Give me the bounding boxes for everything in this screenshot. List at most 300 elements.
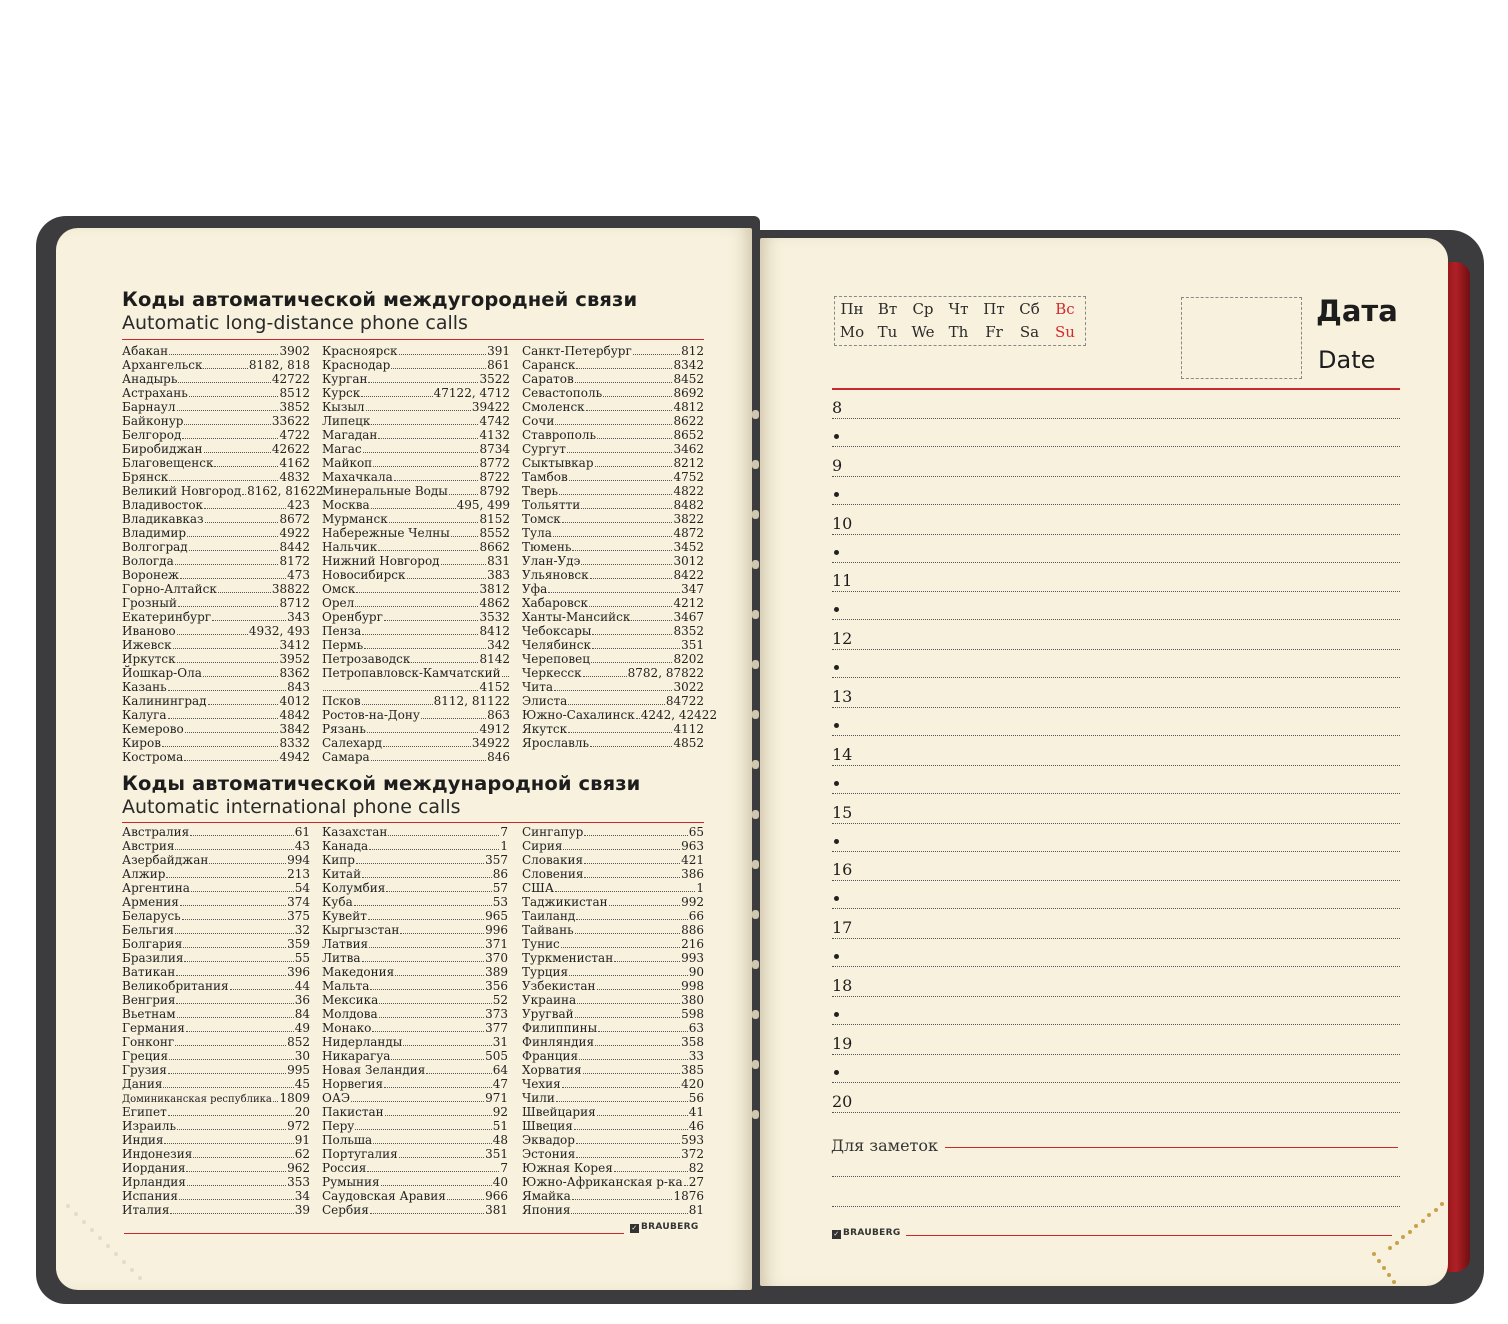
- phone-code: 4832: [279, 470, 310, 484]
- code-entry: [522, 909, 704, 923]
- weekday-ru[interactable]: Пт: [983, 300, 1005, 318]
- schedule-line[interactable]: [832, 966, 1400, 967]
- city-name: Псков: [322, 694, 361, 708]
- code-entry: [122, 568, 310, 582]
- code-entry: [122, 358, 310, 372]
- schedule-line[interactable]: [832, 562, 1400, 563]
- city-name: Индия: [122, 1133, 164, 1147]
- city-name: Магадан: [322, 428, 378, 442]
- code-entry: [322, 965, 508, 979]
- weekday-en[interactable]: Sa: [1019, 323, 1040, 341]
- city-name: Оренбург: [322, 610, 383, 624]
- dot-leader: [191, 891, 294, 892]
- schedule-line[interactable]: [832, 938, 1400, 939]
- phone-code: 4012: [279, 694, 310, 708]
- code-entry: [322, 1203, 508, 1217]
- phone-code: 39422: [471, 400, 510, 414]
- phone-code: 3522: [479, 372, 510, 386]
- phone-code: 965: [485, 909, 508, 923]
- dot-leader: [362, 704, 433, 705]
- city-name: Сербия: [322, 1203, 369, 1217]
- dot-leader: [178, 606, 279, 607]
- city-name: Сургут: [522, 442, 566, 456]
- code-entry: [522, 596, 704, 610]
- dot-leader: [184, 760, 278, 761]
- code-entry: [322, 708, 510, 722]
- phone-code: 8362: [279, 666, 310, 680]
- dot-leader: [354, 905, 492, 906]
- code-entry: [322, 993, 508, 1007]
- dot-leader: [577, 1003, 680, 1004]
- code-entry: [322, 923, 508, 937]
- dot-leader: [163, 1087, 293, 1088]
- binding-stitch: [752, 510, 759, 519]
- city-name: Словения: [522, 867, 584, 881]
- decorative-dot: [1372, 1252, 1376, 1256]
- code-entry: [122, 993, 310, 1007]
- schedule-line[interactable]: [832, 619, 1400, 620]
- phone-code: 8792: [479, 484, 510, 498]
- city-name: Италия: [122, 1203, 170, 1217]
- phone-code: 3842: [279, 722, 310, 736]
- code-entry: [122, 638, 310, 652]
- code-entry: [322, 1077, 508, 1091]
- code-entry: [122, 895, 310, 909]
- decorative-dot: [1434, 1208, 1438, 1212]
- phone-code: 371: [485, 937, 508, 951]
- city-name: Саранск: [522, 358, 576, 372]
- dot-leader: [186, 1171, 286, 1172]
- phone-code: 1: [500, 839, 508, 853]
- city-name: Калуга: [122, 708, 167, 722]
- hour-label: 15: [832, 802, 853, 822]
- city-name: Египет: [122, 1105, 167, 1119]
- hour-label: 14: [832, 744, 853, 764]
- phone-code: 852: [287, 1035, 310, 1049]
- code-entry: [122, 498, 310, 512]
- dot-leader: [370, 989, 484, 990]
- code-entry: [322, 1119, 508, 1133]
- decorative-dot: [1401, 1235, 1405, 1239]
- code-entry: [122, 652, 310, 666]
- notes-line[interactable]: [832, 1206, 1400, 1207]
- code-entry: [522, 582, 704, 596]
- schedule-line[interactable]: [832, 851, 1400, 852]
- phone-code: 962: [287, 1161, 310, 1175]
- dot-leader: [400, 933, 484, 934]
- dot-leader: [177, 1129, 286, 1130]
- phone-code: 4722: [279, 428, 310, 442]
- code-entry: [122, 400, 310, 414]
- phone-code: 389: [485, 965, 508, 979]
- dot-leader: [590, 578, 673, 579]
- code-entry: [322, 736, 510, 750]
- schedule-line[interactable]: [832, 446, 1400, 447]
- dot-leader: [373, 466, 478, 467]
- phone-code: 42722: [271, 372, 310, 386]
- decorative-dot: [1427, 1213, 1431, 1217]
- schedule-line[interactable]: [832, 765, 1400, 766]
- phone-code: 505: [485, 1049, 508, 1063]
- code-entry: [322, 428, 510, 442]
- city-name: Норвегия: [322, 1077, 384, 1091]
- weekday-en[interactable]: Mo: [839, 323, 865, 341]
- dot-leader: [575, 1017, 680, 1018]
- dot-leader: [684, 1185, 688, 1186]
- phone-code: 92: [492, 1105, 508, 1119]
- city-name: Тула: [522, 526, 552, 540]
- dot-leader: [184, 961, 293, 962]
- dot-leader: [164, 1143, 293, 1144]
- code-entry: [522, 372, 704, 386]
- code-entry: [522, 951, 704, 965]
- city-name: Япония: [522, 1203, 571, 1217]
- dot-leader: [369, 947, 484, 948]
- city-name: Санкт-Петербург: [522, 344, 632, 358]
- code-entry: [522, 456, 704, 470]
- dot-leader: [371, 508, 456, 509]
- phone-code: 3812: [479, 582, 510, 596]
- weekday-en[interactable]: We: [911, 323, 935, 341]
- city-name: Абакан: [122, 344, 169, 358]
- city-name: Россия: [322, 1161, 367, 1175]
- schedule-line[interactable]: [832, 1024, 1400, 1025]
- dot-leader: [178, 382, 270, 383]
- code-entry: [122, 909, 310, 923]
- city-name: Колумбия: [322, 881, 386, 895]
- dot-leader: [162, 746, 279, 747]
- phone-code: 347: [681, 582, 704, 596]
- city-name: Ярославль: [522, 736, 590, 750]
- code-entry: [322, 512, 510, 526]
- city-name: Вьетнам: [122, 1007, 176, 1021]
- dot-leader: [209, 863, 286, 864]
- code-entry: [522, 554, 704, 568]
- code-entry: [522, 540, 704, 554]
- city-name: Доминиканская республика: [122, 1094, 272, 1105]
- city-name: Майкоп: [322, 456, 373, 470]
- phone-code: 216: [681, 937, 704, 951]
- city-name: Сочи: [522, 414, 555, 428]
- dot-leader: [169, 1059, 294, 1060]
- code-entry: [322, 400, 510, 414]
- dot-leader: [351, 1101, 484, 1102]
- phone-code: 1876: [673, 1189, 704, 1203]
- city-name: ОАЭ: [322, 1091, 351, 1105]
- dot-leader: [451, 536, 479, 537]
- code-entry: [522, 386, 704, 400]
- code-entry: [122, 582, 310, 596]
- code-entry: [322, 554, 510, 568]
- code-entry: [122, 554, 310, 568]
- phone-code: 51: [492, 1119, 508, 1133]
- schedule-line[interactable]: [832, 707, 1400, 708]
- schedule-line[interactable]: [832, 735, 1400, 736]
- city-name: Молдова: [322, 1007, 378, 1021]
- code-entry: [122, 1161, 310, 1175]
- dot-leader: [204, 508, 286, 509]
- phone-code: 56: [688, 1091, 704, 1105]
- phone-code: 4912: [479, 722, 510, 736]
- dot-leader: [193, 1157, 293, 1158]
- schedule-line[interactable]: [832, 504, 1400, 505]
- weekday-en[interactable]: Su: [1055, 323, 1075, 341]
- city-name: Курган: [322, 372, 368, 386]
- dot-leader: [366, 410, 471, 411]
- dot-leader: [379, 1003, 491, 1004]
- phone-code: 8332: [279, 736, 310, 750]
- code-entry: [122, 708, 310, 722]
- phone-code: 7: [500, 1161, 508, 1175]
- weekday-en[interactable]: Fr: [985, 323, 1003, 341]
- dot-leader: [583, 676, 627, 677]
- city-name: Черкесск: [522, 666, 582, 680]
- phone-code: 993: [681, 951, 704, 965]
- city-name: Испания: [122, 1189, 178, 1203]
- binding-stitch: [752, 410, 759, 419]
- schedule-line[interactable]: [832, 534, 1400, 535]
- city-name: Ижевск: [122, 638, 172, 652]
- schedule-line[interactable]: [832, 880, 1400, 881]
- phone-code: 356: [485, 979, 508, 993]
- dot-leader: [590, 746, 672, 747]
- dot-leader: [166, 877, 286, 878]
- dot-leader: [441, 564, 487, 565]
- dot-leader: [373, 1143, 492, 1144]
- code-entry: [322, 1091, 508, 1105]
- phone-code: 46: [688, 1119, 704, 1133]
- city-name: Дания: [122, 1077, 163, 1091]
- schedule-line[interactable]: [832, 793, 1400, 794]
- dot-leader: [368, 919, 484, 920]
- code-entry: [522, 666, 704, 680]
- weekday-ru[interactable]: Ср: [912, 300, 934, 318]
- domestic-codes-subtitle: Automatic long-distance phone calls: [122, 312, 468, 334]
- phone-code: 40: [492, 1175, 508, 1189]
- code-entry: [322, 694, 510, 708]
- phone-code: 4212: [673, 596, 704, 610]
- binding-stitch: [752, 760, 759, 769]
- code-entry: [522, 736, 704, 750]
- dot-leader: [355, 606, 478, 607]
- schedule-line[interactable]: [832, 996, 1400, 997]
- phone-code: 4742: [479, 414, 510, 428]
- codes-column: [522, 825, 704, 1217]
- phone-code: 1809: [279, 1091, 310, 1105]
- city-name: Ставрополь: [522, 428, 597, 442]
- city-name: Благовещенск: [122, 456, 214, 470]
- schedule-line[interactable]: [832, 908, 1400, 909]
- date-entry-box[interactable]: [1181, 297, 1302, 379]
- phone-code: 3532: [479, 610, 510, 624]
- city-name: Швеция: [522, 1119, 573, 1133]
- city-name: Волгоград: [122, 540, 188, 554]
- decorative-dot: [98, 1236, 102, 1240]
- code-entry: [122, 428, 310, 442]
- city-name: Магас: [322, 442, 362, 456]
- dot-leader: [568, 732, 672, 733]
- dot-leader: [385, 1115, 492, 1116]
- phone-code: 8142: [479, 652, 510, 666]
- code-entry: [522, 400, 704, 414]
- dot-leader: [559, 494, 672, 495]
- code-entry: [522, 428, 704, 442]
- city-name: Киров: [122, 736, 161, 750]
- phone-code: 966: [485, 1189, 508, 1203]
- city-name: Македония: [322, 965, 395, 979]
- decorative-dot: [1395, 1241, 1399, 1245]
- weekday-ru[interactable]: Вс: [1055, 300, 1075, 318]
- schedule-line[interactable]: [832, 1082, 1400, 1083]
- city-name: Южно-Сахалинск: [522, 708, 635, 722]
- code-entry: [122, 1007, 310, 1021]
- city-name: Чебоксары: [522, 624, 592, 638]
- phone-code: 8112, 81122: [433, 694, 510, 708]
- city-name: Салехард: [322, 736, 383, 750]
- city-name: Кемерово: [122, 722, 184, 736]
- code-entry: [322, 470, 510, 484]
- code-entry: [322, 1063, 508, 1077]
- header-red-rule: [832, 388, 1400, 390]
- dot-leader: [361, 396, 432, 397]
- codes-column: [322, 825, 508, 1217]
- decorative-dot: [122, 1260, 126, 1264]
- weekday-ru[interactable]: Вт: [877, 300, 898, 318]
- city-name: Армения: [122, 895, 179, 909]
- code-entry: [122, 881, 310, 895]
- city-name: Чили: [522, 1091, 555, 1105]
- dot-leader: [389, 522, 479, 523]
- dot-leader: [177, 662, 279, 663]
- dot-leader: [175, 849, 293, 850]
- code-entry: [322, 484, 510, 498]
- schedule-line[interactable]: [832, 823, 1400, 824]
- code-entry: [322, 568, 510, 582]
- code-entry: [322, 666, 510, 680]
- notes-label: Для заметок: [831, 1136, 939, 1155]
- code-entry: [322, 540, 510, 554]
- decorative-dot: [1387, 1273, 1391, 1277]
- phone-code: 342: [487, 638, 510, 652]
- binding-stitch: [752, 810, 759, 819]
- phone-code: 8692: [673, 386, 704, 400]
- phone-code: 370: [485, 951, 508, 965]
- code-entry: [522, 923, 704, 937]
- phone-code: 86: [492, 867, 508, 881]
- code-entry: [522, 1189, 704, 1203]
- city-name: Горно-Алтайск: [122, 582, 217, 596]
- weekday-ru[interactable]: Чт: [948, 300, 969, 318]
- code-entry: [522, 1133, 704, 1147]
- dot-leader: [568, 704, 664, 705]
- schedule-line[interactable]: [832, 1054, 1400, 1055]
- code-entry: [522, 442, 704, 456]
- dot-leader: [572, 550, 672, 551]
- phone-code: 8652: [673, 428, 704, 442]
- decorative-dot: [138, 1276, 142, 1280]
- notes-red-rule: [945, 1147, 1398, 1148]
- city-name: Тольятти: [522, 498, 581, 512]
- dot-leader: [204, 452, 271, 453]
- code-entry: [122, 1021, 310, 1035]
- schedule-line[interactable]: [832, 476, 1400, 477]
- phone-code: 8442: [279, 540, 310, 554]
- dot-leader: [569, 480, 673, 481]
- code-entry: [122, 1203, 310, 1217]
- code-entry: [322, 1007, 508, 1021]
- code-entry: [522, 965, 704, 979]
- city-name: Куба: [322, 895, 353, 909]
- city-name: Алжир: [122, 867, 166, 881]
- code-entry: [122, 923, 310, 937]
- weekday-en[interactable]: Th: [948, 323, 969, 341]
- city-name: Португалия: [322, 1147, 398, 1161]
- city-name: Владивосток: [122, 498, 204, 512]
- dot-leader: [449, 494, 479, 495]
- code-entry: [522, 1077, 704, 1091]
- dot-leader: [378, 550, 478, 551]
- city-name: Литва: [322, 951, 361, 965]
- code-entry: [122, 456, 310, 470]
- code-entry: [322, 344, 510, 358]
- code-entry: [522, 895, 704, 909]
- weekday-ru[interactable]: Сб: [1019, 300, 1040, 318]
- city-name: Эквадор: [522, 1133, 575, 1147]
- city-name: Казань: [122, 680, 167, 694]
- phone-code: 27: [688, 1175, 704, 1189]
- city-name: Элиста: [522, 694, 568, 708]
- weekday-ru[interactable]: Пн: [840, 300, 864, 318]
- city-name: Аргентина: [122, 881, 190, 895]
- schedule-line[interactable]: [832, 649, 1400, 650]
- city-name: Финляндия: [522, 1035, 595, 1049]
- decorative-dot: [82, 1220, 86, 1224]
- code-entry: [522, 979, 704, 993]
- code-entry: [122, 1049, 310, 1063]
- phone-code: 3012: [673, 554, 704, 568]
- decorative-dot: [66, 1204, 70, 1208]
- city-name: Улан-Удэ: [522, 554, 581, 568]
- phone-code: 4862: [479, 596, 510, 610]
- phone-code: 374: [287, 895, 310, 909]
- city-name: Москва: [322, 498, 370, 512]
- city-name: Севастополь: [522, 386, 603, 400]
- schedule-line[interactable]: [832, 1112, 1400, 1113]
- code-entry: [322, 867, 508, 881]
- city-name: Украина: [522, 993, 577, 1007]
- dot-leader: [205, 522, 279, 523]
- weekday-en[interactable]: Tu: [877, 323, 898, 341]
- phone-code: 4932, 493: [248, 624, 310, 638]
- red-rule: [122, 822, 704, 823]
- dot-leader: [173, 648, 279, 649]
- hour-label: 16: [832, 860, 853, 880]
- notes-line[interactable]: [832, 1176, 1400, 1177]
- codes-column: [522, 344, 718, 750]
- schedule-line[interactable]: [832, 677, 1400, 678]
- city-name: Уругвай: [522, 1007, 574, 1021]
- city-name: Венгрия: [122, 993, 176, 1007]
- footer-red-rule: [124, 1233, 624, 1234]
- city-name: Мурманск: [322, 512, 388, 526]
- dot-leader: [555, 891, 695, 892]
- city-name: Самара: [322, 750, 370, 764]
- code-entry: [522, 344, 704, 358]
- phone-code: 53: [492, 895, 508, 909]
- phone-code: 4922: [279, 526, 310, 540]
- schedule-line[interactable]: [832, 418, 1400, 419]
- schedule-line[interactable]: [832, 591, 1400, 592]
